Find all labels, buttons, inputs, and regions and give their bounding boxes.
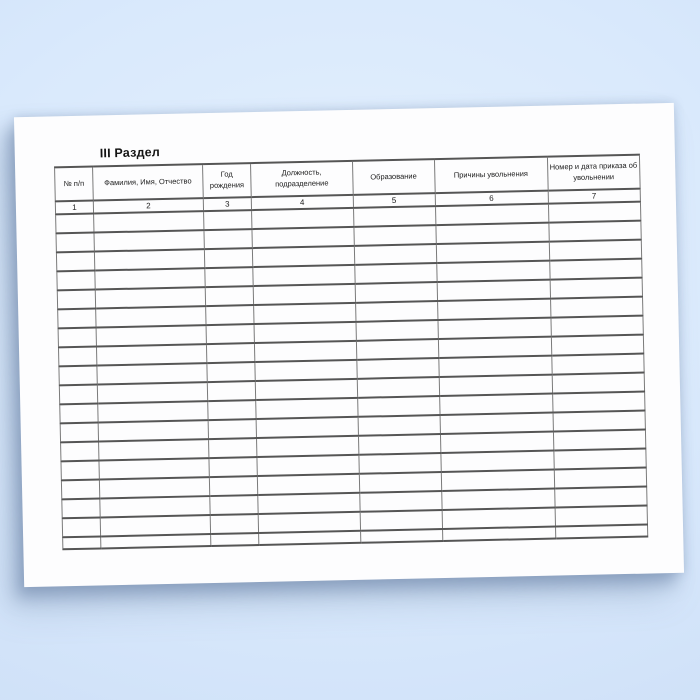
table-cell <box>95 268 205 289</box>
table-body <box>56 202 648 550</box>
table-cell <box>441 451 554 472</box>
column-number: 1 <box>55 201 93 215</box>
table-cell <box>56 233 94 253</box>
table-cell <box>255 379 357 400</box>
table-cell <box>61 479 99 499</box>
table-cell <box>60 422 98 442</box>
table-cell <box>256 398 358 419</box>
header-cell-dismissal-order: Номер и дата приказа об увольнении <box>547 155 640 191</box>
table-cell <box>355 282 437 303</box>
table-cell <box>61 460 99 480</box>
table-cell <box>358 415 440 436</box>
table-cell <box>438 318 551 339</box>
header-cell-education: Образование <box>352 159 435 195</box>
table-cell <box>252 246 354 267</box>
table-cell <box>59 366 97 386</box>
table-cell <box>360 529 442 543</box>
table-cell <box>353 206 435 227</box>
table-cell <box>59 384 97 404</box>
table-cell <box>206 324 254 344</box>
table-cell <box>359 491 441 512</box>
table-cell <box>96 306 206 327</box>
header-cell-birth-year: Год рождения <box>203 163 252 198</box>
table-cell <box>440 413 553 434</box>
header-cell-dismissal-reason: Причины увольнения <box>434 157 548 193</box>
table-cell <box>553 411 646 432</box>
table-cell <box>550 297 643 318</box>
table-cell <box>204 229 252 249</box>
table-cell <box>355 301 437 322</box>
table-cell <box>551 354 644 375</box>
table-cell <box>439 394 552 415</box>
table-cell <box>356 339 438 360</box>
table-cell <box>256 417 358 438</box>
table-cell <box>207 381 255 401</box>
table-cell <box>209 476 257 496</box>
table-cell <box>57 290 95 310</box>
table-cell <box>62 517 100 537</box>
column-number: 5 <box>353 193 435 208</box>
table-cell <box>99 477 209 498</box>
header-cell-position: Должность, подразделение <box>250 161 352 197</box>
table-cell <box>552 392 645 413</box>
table-cell <box>442 508 555 529</box>
table-cell <box>354 263 436 284</box>
table-cell <box>553 430 646 451</box>
table-cell <box>440 432 553 453</box>
table-cell <box>258 512 360 533</box>
table-cell <box>61 441 99 461</box>
table-cell <box>204 210 252 230</box>
table-cell <box>358 434 440 455</box>
table-cell <box>552 373 645 394</box>
table-cell <box>98 420 208 441</box>
table-cell <box>99 439 209 460</box>
table-cell <box>550 278 643 299</box>
table-cell <box>357 358 439 379</box>
table-cell <box>549 240 642 261</box>
table-cell <box>207 362 255 382</box>
table-cell <box>206 343 254 363</box>
table-cell <box>100 515 210 536</box>
table-cell <box>437 280 550 301</box>
table-cell <box>437 299 550 320</box>
table-cell <box>58 328 96 348</box>
column-number: 6 <box>435 191 548 206</box>
table-cell <box>210 514 258 534</box>
table-cell <box>60 403 98 423</box>
table-cell <box>256 436 358 457</box>
table-cell <box>555 506 648 527</box>
table-cell <box>62 498 100 518</box>
table-cell <box>253 265 355 286</box>
table-cell <box>58 347 96 367</box>
header-cell-full-name: Фамилия, Имя, Отчество <box>93 164 204 200</box>
table-cell <box>441 470 554 491</box>
table-cell <box>555 525 648 539</box>
section-title: III Раздел <box>99 145 161 161</box>
table-cell <box>356 320 438 341</box>
table-cell <box>96 344 206 365</box>
column-number: 2 <box>93 198 203 213</box>
table-cell <box>354 225 436 246</box>
table-cell <box>436 242 549 263</box>
table-cell <box>251 208 353 229</box>
table-cell <box>208 400 256 420</box>
table-cell <box>94 230 204 251</box>
table-cell <box>211 533 259 546</box>
column-number: 7 <box>548 189 641 204</box>
table-cell <box>209 438 257 458</box>
document-page <box>14 103 684 587</box>
table-cell <box>553 449 646 470</box>
table-cell <box>205 286 253 306</box>
table-cell <box>549 259 642 280</box>
table-cell <box>359 472 441 493</box>
header-cell-index: № п/п <box>55 167 94 202</box>
table-cell <box>548 202 641 223</box>
table-cell <box>436 223 549 244</box>
table-cell <box>56 214 94 234</box>
table-cell <box>357 377 439 398</box>
table-cell <box>205 267 253 287</box>
table-cell <box>100 496 210 517</box>
table-cell <box>258 493 360 514</box>
table-cell <box>359 453 441 474</box>
table-cell <box>259 531 361 545</box>
table-cell <box>96 325 206 346</box>
table-cell <box>554 468 647 489</box>
table-cell <box>97 382 207 403</box>
table-cell <box>548 221 641 242</box>
table-cell <box>255 360 357 381</box>
table-cell <box>101 534 211 548</box>
table-cell <box>209 457 257 477</box>
table-cell <box>58 309 96 329</box>
table-cell <box>550 316 643 337</box>
table-cell <box>56 252 94 272</box>
column-number: 3 <box>203 197 251 211</box>
column-number: 4 <box>251 195 353 210</box>
table-cell <box>204 248 252 268</box>
table-cell <box>98 401 208 422</box>
table-cell <box>99 458 209 479</box>
table-cell <box>63 536 101 549</box>
table-cell <box>438 337 551 358</box>
table-cell <box>208 419 256 439</box>
table-cell <box>257 474 359 495</box>
table-cell <box>257 455 359 476</box>
table-cell <box>57 271 95 291</box>
table-cell <box>97 363 207 384</box>
table-cell <box>554 487 647 508</box>
table-cell <box>206 305 254 325</box>
table-cell <box>94 211 204 232</box>
table-cell <box>438 356 551 377</box>
table-cell <box>354 244 436 265</box>
table-cell <box>210 495 258 515</box>
table-cell <box>442 527 555 541</box>
table-cell <box>439 375 552 396</box>
table-cell <box>254 341 356 362</box>
table-cell <box>94 249 204 270</box>
personnel-records-table <box>54 154 648 551</box>
table-cell <box>441 489 554 510</box>
table-cell <box>551 335 644 356</box>
table-cell <box>254 303 356 324</box>
table-cell <box>252 227 354 248</box>
table-cell <box>357 396 439 417</box>
table-cell <box>435 204 548 225</box>
table-cell <box>254 322 356 343</box>
table-cell <box>253 284 355 305</box>
table-cell <box>436 261 549 282</box>
table-cell <box>95 287 205 308</box>
table-cell <box>360 510 442 531</box>
